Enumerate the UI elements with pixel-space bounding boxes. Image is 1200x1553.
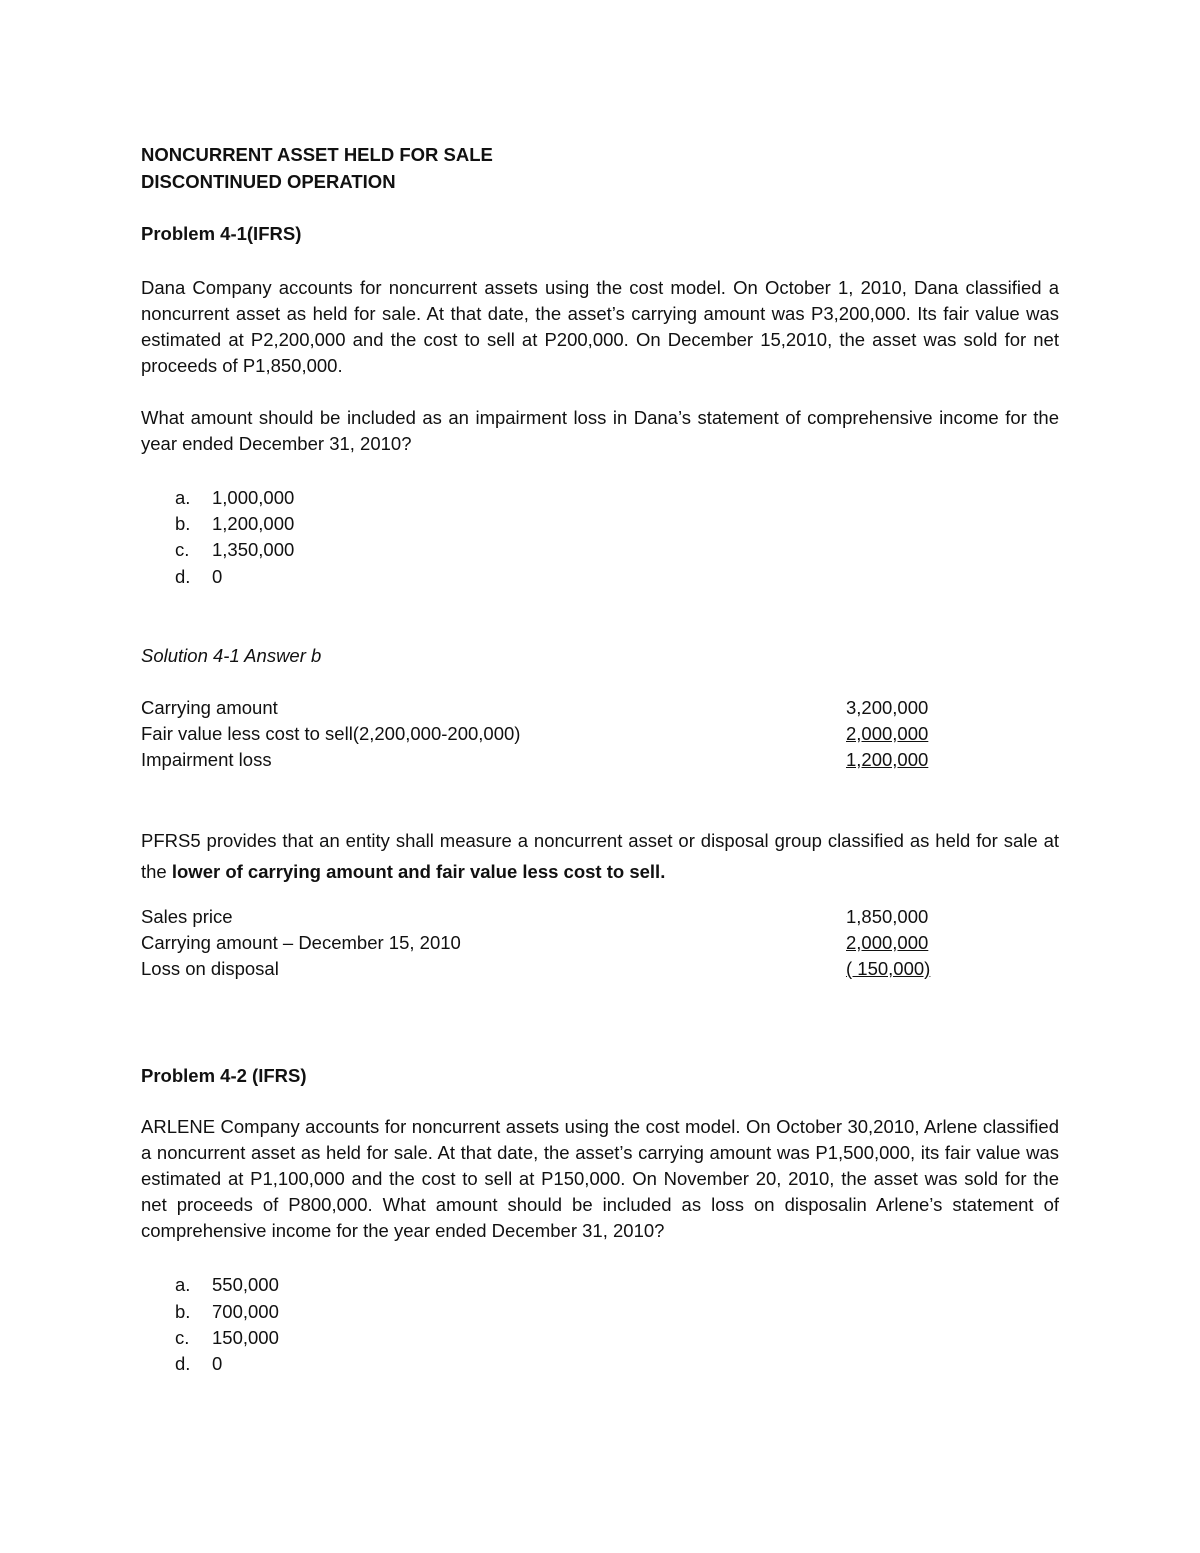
option-letter: d. (175, 566, 191, 587)
problem2-option-a (175, 1274, 279, 1296)
option-letter: c. (175, 539, 190, 560)
problem1-option-b (175, 513, 294, 535)
solution1-note (141, 825, 1059, 887)
solution1-row-carrying (141, 697, 941, 723)
option-letter: b. (175, 1301, 191, 1322)
row-amount: ( 150,000) (846, 958, 931, 979)
option-letter: a. (175, 487, 191, 508)
problem1-option-d (175, 566, 222, 588)
option-letter: c. (175, 1327, 190, 1348)
note-emphasis: lower of carrying amount and fair value less cost to sell. (171, 861, 666, 882)
problem2-option-b (175, 1301, 279, 1323)
problem1-option-a (175, 487, 294, 509)
row-label: Sales price (141, 906, 233, 927)
row-label: Fair value less cost to sell(2,200,000-200,000) (141, 723, 521, 744)
problem1-question: What amount should be included as an impairment loss in Dana’s statement of comprehensive income for the year ended December 31, 2010? (141, 407, 1059, 454)
row-label: Carrying amount (141, 697, 278, 718)
problem2-title: Problem 4-2 (IFRS) (141, 1065, 307, 1086)
problem1-title: Problem 4-1(IFRS) (141, 223, 302, 244)
problem2-text: ARLENE Company accounts for noncurrent assets using the cost model. On October 30,2010, Arlene classified a noncurrent asset as held for sale. At that date, the asset’s carrying amount was P1,500,000, its fair value was estimated at P1,100,000 and the cost to sell at P150,000. On November 20, 2010, the asset was sold for the net proceeds of P800,000. What amount should be included as loss on disposalin Arlene’s statement of comprehensive income for the year ended December 31, 2010? (141, 1116, 1059, 1241)
row-label: Carrying amount – December 15, 2010 (141, 932, 461, 953)
problem1-text: Dana Company accounts for noncurrent assets using the cost model. On October 1, 2010, Dana classified a noncurrent asset as held for sale. At that date, the asset’s carrying amount was P3,200,000. Its fair value was estimated at P2,200,000 and the cost to sell at P200,000. On December 15,2010, the asset was sold for net proceeds of P1,850,000. (141, 277, 1059, 376)
row-label: Impairment loss (141, 749, 272, 770)
option-letter: d. (175, 1353, 191, 1374)
option-value: 150,000 (212, 1327, 279, 1348)
problem1-option-c (175, 539, 294, 561)
solution1-row-loss (141, 958, 941, 984)
option-value: 550,000 (212, 1274, 279, 1295)
note-text: PFRS5 provides that an entity shall measure a noncurrent asset or disposal group classified as held for sale at the (141, 830, 1059, 882)
row-label: Loss on disposal (141, 958, 279, 979)
solution1-title: Solution 4-1 Answer b (141, 645, 322, 666)
option-value: 0 (212, 566, 223, 587)
row-amount: 3,200,000 (846, 697, 929, 718)
header-subtitle: DISCONTINUED OPERATION (141, 171, 396, 192)
solution1-row-fair-value (141, 723, 941, 749)
problem2-option-c (175, 1327, 279, 1349)
row-amount: 1,850,000 (846, 906, 929, 927)
problem2-option-d (175, 1353, 222, 1375)
solution1-row-sales-price (141, 906, 941, 932)
option-value: 1,200,000 (212, 513, 295, 534)
solution1-row-carrying-dec15 (141, 932, 941, 958)
option-letter: a. (175, 1274, 191, 1295)
option-value: 1,350,000 (212, 539, 295, 560)
option-letter: b. (175, 513, 191, 534)
option-value: 1,000,000 (212, 487, 295, 508)
header-title: NONCURRENT ASSET HELD FOR SALE (141, 144, 493, 165)
row-amount: 1,200,000 (846, 749, 929, 770)
option-value: 700,000 (212, 1301, 279, 1322)
solution1-row-impairment (141, 749, 941, 775)
row-amount: 2,000,000 (846, 932, 929, 953)
option-value: 0 (212, 1353, 223, 1374)
row-amount: 2,000,000 (846, 723, 929, 744)
